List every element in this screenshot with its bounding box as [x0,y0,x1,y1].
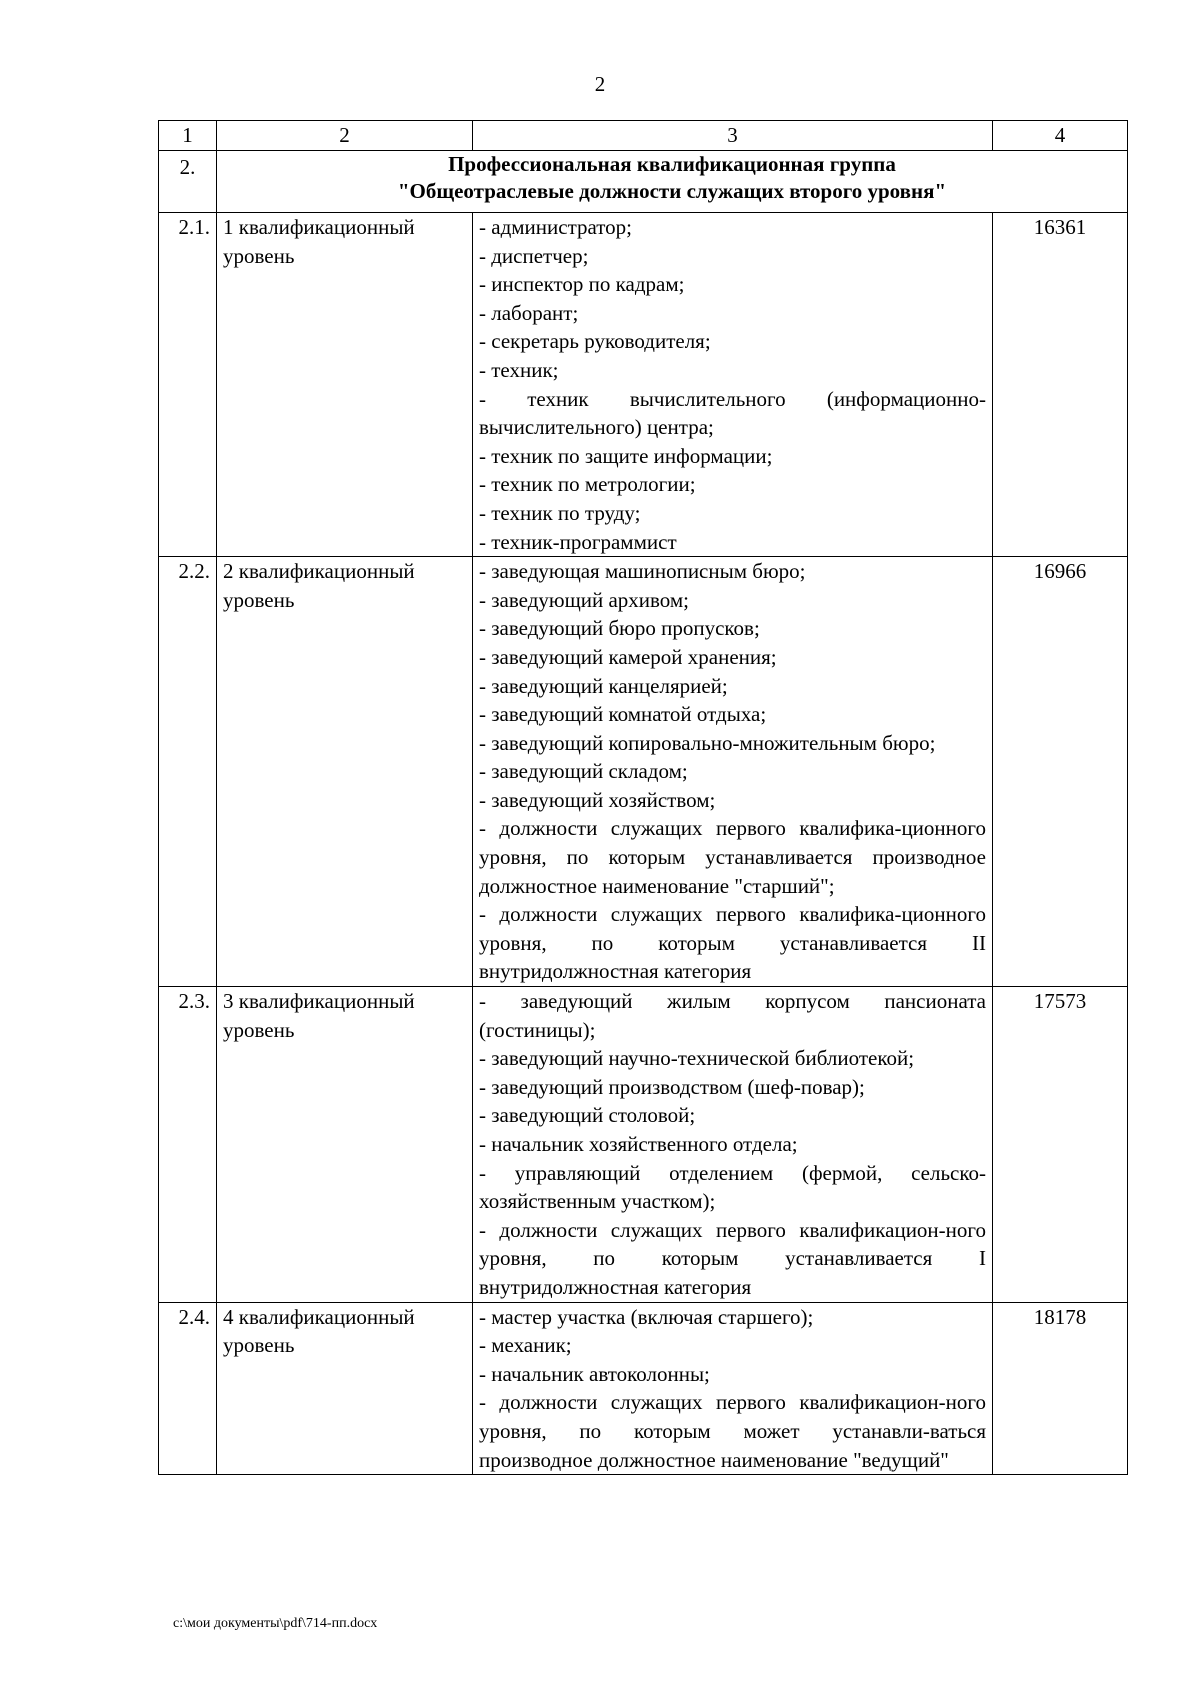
group-title [217,151,1128,213]
position-item: - заведующий канцелярией; [479,673,728,698]
positions-list [473,1302,993,1475]
position-item: - заведующая машинописным бюро; [479,559,806,584]
qualification-level [217,1302,473,1475]
level-line-1: 1 квалификационный [223,215,415,239]
position-item: - техник-программист [479,529,677,554]
position-item: - начальник автоколонны; [479,1361,710,1386]
table-header-row [159,121,1128,151]
position-item: - лаборант; [479,300,579,325]
position-item: - диспетчер; [479,243,589,268]
position-item: - мастер участка (включая старшего); [479,1304,814,1329]
table-row [159,557,1128,987]
table-row [159,1302,1128,1475]
position-item: - заведующий архивом; [479,587,690,612]
level-line-1: 4 квалификационный [223,1304,415,1329]
level-line-2: уровень [223,587,295,612]
position-item: - секретарь руководителя; [479,329,711,354]
position-item: - заведующий складом; [479,759,688,784]
group-row [159,151,1128,213]
position-item: - администратор; [479,215,633,239]
column-header-1: 1 [159,121,217,151]
position-item: - управляющий отделением (фермой, сельско-хозяйственным участком); [479,1160,986,1214]
qualification-level [217,557,473,987]
row-number: 2.1. [159,213,217,557]
salary-amount: 16361 [993,213,1128,557]
page-number: 2 [594,72,606,96]
position-item: - заведующий копировально-множительным бюро; [479,730,936,755]
column-header-3: 3 [473,121,993,151]
positions-list [473,557,993,987]
salary-amount: 17573 [993,987,1128,1303]
position-item: - заведующий бюро пропусков; [479,616,760,641]
position-item: - техник по труду; [479,500,641,525]
salary-table [158,120,1128,1475]
position-item: - техник по метрологии; [479,472,696,497]
column-header-4: 4 [993,121,1128,151]
position-item: - заведующий камерой хранения; [479,644,777,669]
position-item: - заведующий производством (шеф-повар); [479,1074,865,1099]
position-item: - начальник хозяйственного отдела; [479,1132,798,1156]
column-header-2: 2 [217,121,473,151]
group-title-line-1: Профессиональная квалификационная группа [448,152,896,176]
row-number: 2.3. [159,987,217,1303]
position-item: - инспектор по кадрам; [479,272,685,297]
position-item: - должности служащих первого квалифика-ционного уровня, по которым устанавливается производное должностное наименование "старший"; [479,816,986,898]
position-item: - техник вычислительного (информационно-вычислительного) центра; [479,386,986,440]
salary-amount: 18178 [993,1302,1128,1475]
position-item: - заведующий хозяйством; [479,787,716,812]
footer-file-path: c:\мои документы\pdf\714-пп.docx [173,1616,378,1631]
position-item: - техник; [479,357,559,382]
level-line-2: уровень [223,243,295,268]
level-line-2: уровень [223,1017,295,1042]
group-number: 2. [159,151,217,213]
position-item: - заведующий научно-технической библиотекой; [479,1046,915,1071]
qualification-level [217,987,473,1303]
positions-list [473,213,993,557]
level-line-2: уровень [223,1333,295,1358]
position-item: - должности служащих первого квалификацион-ного уровня, по которым устанавливается I внутридолжностная категория [479,1217,986,1299]
position-item: - заведующий столовой; [479,1103,696,1128]
group-title-line-2: "Общеотраслевые должности служащих второго уровня" [397,179,947,203]
position-item: - заведующий жилым корпусом пансионата (гостиницы); [479,989,986,1042]
position-item: - заведующий комнатой отдыха; [479,702,767,727]
positions-list [473,987,993,1303]
position-item: - механик; [479,1333,572,1358]
salary-amount: 16966 [993,557,1128,987]
level-line-1: 2 квалификационный [223,559,415,584]
table-row [159,213,1128,557]
row-number: 2.4. [159,1302,217,1475]
table-row [159,987,1128,1303]
position-item: - техник по защите информации; [479,443,773,468]
level-line-1: 3 квалификационный [223,989,415,1014]
qualification-level [217,213,473,557]
position-item: - должности служащих первого квалификацион-ного уровня, по которым может устанавли-ваться производное должностное наименование "ведущий" [479,1390,986,1472]
position-item: - должности служащих первого квалифика-ционного уровня, по которым устанавливается II внутридолжностная категория [479,902,986,984]
row-number: 2.2. [159,557,217,987]
